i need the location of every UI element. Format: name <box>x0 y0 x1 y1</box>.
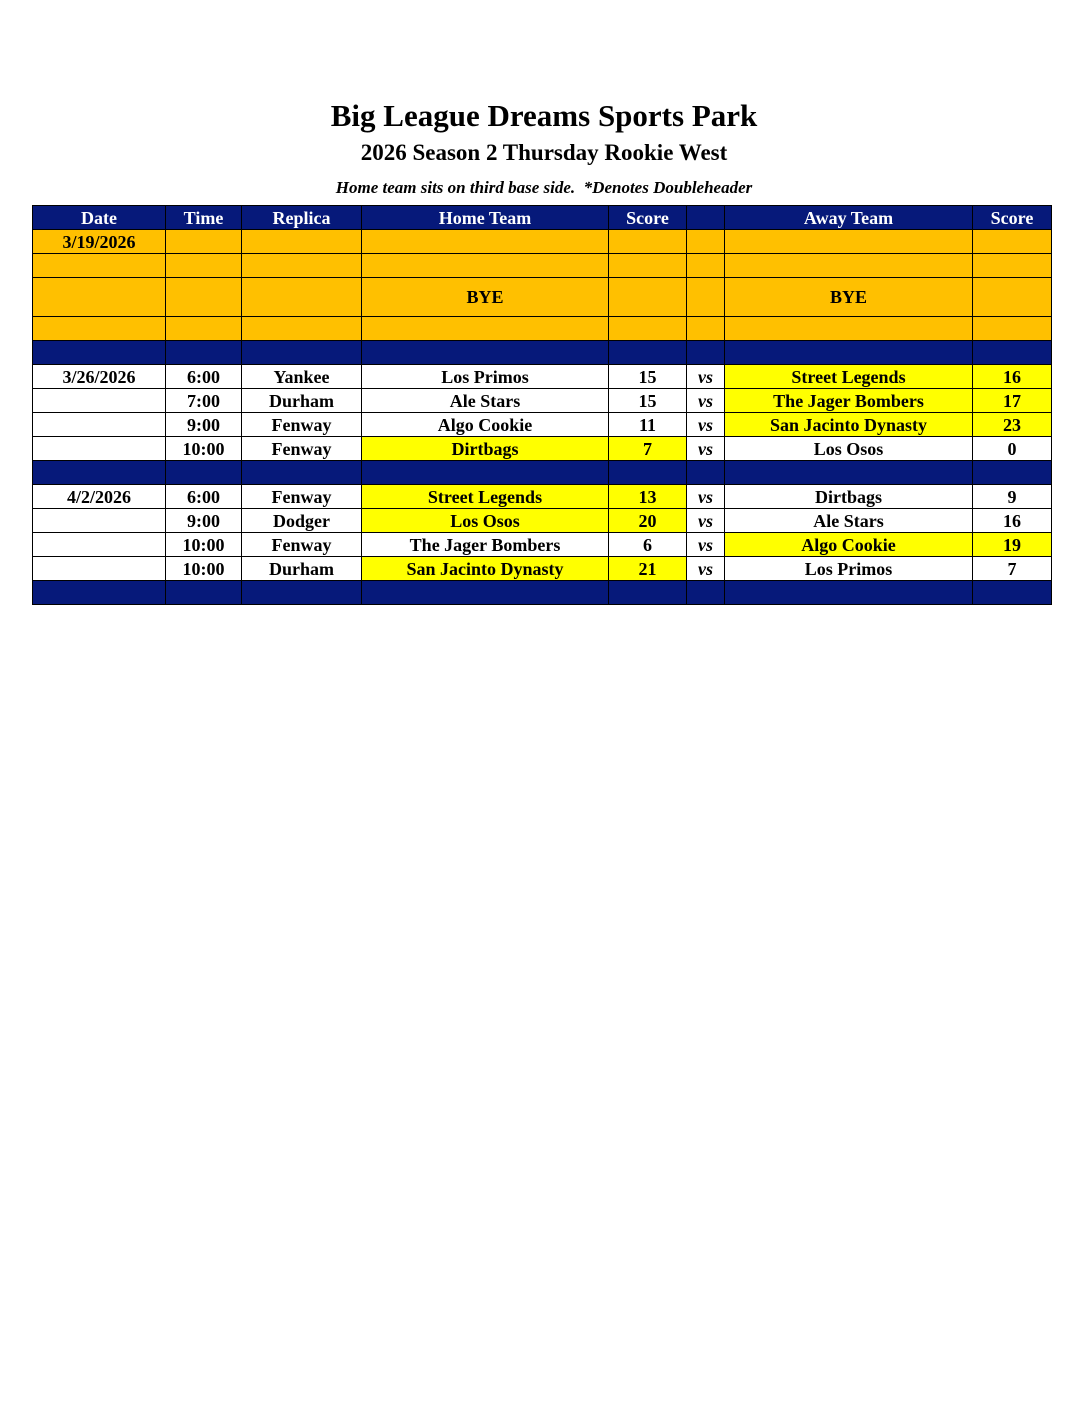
vs-label: vs <box>687 557 725 581</box>
game-time: 7:00 <box>166 389 242 413</box>
home-team: Street Legends <box>362 485 609 509</box>
schedule-note: Home team sits on third base side. *Denotes Doubleheader <box>335 178 753 197</box>
away-team: The Jager Bombers <box>725 389 973 413</box>
game-row <box>33 533 1052 557</box>
week-divider <box>33 581 1052 605</box>
away-score: 17 <box>973 389 1052 413</box>
game-replica: Fenway <box>242 413 362 437</box>
bye-spacer-row <box>33 254 1052 278</box>
away-team: Los Osos <box>725 437 973 461</box>
home-score: 11 <box>609 413 687 437</box>
away-team: Los Primos <box>725 557 973 581</box>
col-away-team: Away Team <box>725 206 973 230</box>
away-team: Algo Cookie <box>725 533 973 557</box>
home-score: 6 <box>609 533 687 557</box>
col-replica: Replica <box>242 206 362 230</box>
home-score: 20 <box>609 509 687 533</box>
week-date-empty <box>33 557 166 581</box>
week-date-empty <box>33 437 166 461</box>
col-home-team: Home Team <box>362 206 609 230</box>
game-time: 10:00 <box>166 557 242 581</box>
vs-label: vs <box>687 365 725 389</box>
bye-date: 3/19/2026 <box>33 230 166 254</box>
game-time: 6:00 <box>166 365 242 389</box>
col-away-score: Score <box>973 206 1052 230</box>
game-time: 10:00 <box>166 533 242 557</box>
home-team: Los Osos <box>362 509 609 533</box>
page-subtitle: 2026 Season 2 Thursday Rookie West <box>360 140 728 165</box>
away-score: 0 <box>973 437 1052 461</box>
bye-date-row <box>33 230 1052 254</box>
vs-label: vs <box>687 437 725 461</box>
home-team: San Jacinto Dynasty <box>362 557 609 581</box>
header-row <box>33 206 1052 230</box>
away-score: 16 <box>973 365 1052 389</box>
vs-label: vs <box>687 533 725 557</box>
vs-label: vs <box>687 389 725 413</box>
away-team: San Jacinto Dynasty <box>725 413 973 437</box>
col-home-score: Score <box>609 206 687 230</box>
home-team: Dirtbags <box>362 437 609 461</box>
home-score: 21 <box>609 557 687 581</box>
home-score: 15 <box>609 365 687 389</box>
game-replica: Dodger <box>242 509 362 533</box>
away-team: Dirtbags <box>725 485 973 509</box>
game-replica: Fenway <box>242 485 362 509</box>
home-team: Los Primos <box>362 365 609 389</box>
week-date-empty <box>33 509 166 533</box>
away-team: Ale Stars <box>725 509 973 533</box>
home-team: Algo Cookie <box>362 413 609 437</box>
home-team: The Jager Bombers <box>362 533 609 557</box>
away-score: 16 <box>973 509 1052 533</box>
col-date: Date <box>33 206 166 230</box>
week-date-empty <box>33 413 166 437</box>
week-date-empty <box>33 533 166 557</box>
home-score: 15 <box>609 389 687 413</box>
away-score: 23 <box>973 413 1052 437</box>
away-score: 19 <box>973 533 1052 557</box>
away-score: 7 <box>973 557 1052 581</box>
vs-label: vs <box>687 413 725 437</box>
vs-label: vs <box>687 509 725 533</box>
schedule-table <box>32 205 1052 605</box>
game-time: 9:00 <box>166 413 242 437</box>
game-row <box>33 389 1052 413</box>
home-team: Ale Stars <box>362 389 609 413</box>
bye-away-label: BYE <box>725 278 973 317</box>
page-title: Big League Dreams Sports Park <box>330 98 758 133</box>
game-time: 6:00 <box>166 485 242 509</box>
game-row <box>33 437 1052 461</box>
bye-home-label: BYE <box>362 278 609 317</box>
game-row <box>33 485 1052 509</box>
col-vs <box>687 206 725 230</box>
week-divider <box>33 341 1052 365</box>
away-team: Street Legends <box>725 365 973 389</box>
col-time: Time <box>166 206 242 230</box>
week-date-empty <box>33 389 166 413</box>
game-replica: Yankee <box>242 365 362 389</box>
bye-row <box>33 278 1052 317</box>
vs-label: vs <box>687 485 725 509</box>
week-date: 4/2/2026 <box>33 485 166 509</box>
home-score: 13 <box>609 485 687 509</box>
home-score: 7 <box>609 437 687 461</box>
week-date: 3/26/2026 <box>33 365 166 389</box>
bye-spacer-row <box>33 317 1052 341</box>
game-row <box>33 365 1052 389</box>
game-replica: Durham <box>242 389 362 413</box>
game-row <box>33 509 1052 533</box>
away-score: 9 <box>973 485 1052 509</box>
game-replica: Fenway <box>242 437 362 461</box>
game-replica: Durham <box>242 557 362 581</box>
week-divider <box>33 461 1052 485</box>
game-replica: Fenway <box>242 533 362 557</box>
game-time: 10:00 <box>166 437 242 461</box>
game-row <box>33 557 1052 581</box>
game-row <box>33 413 1052 437</box>
game-time: 9:00 <box>166 509 242 533</box>
